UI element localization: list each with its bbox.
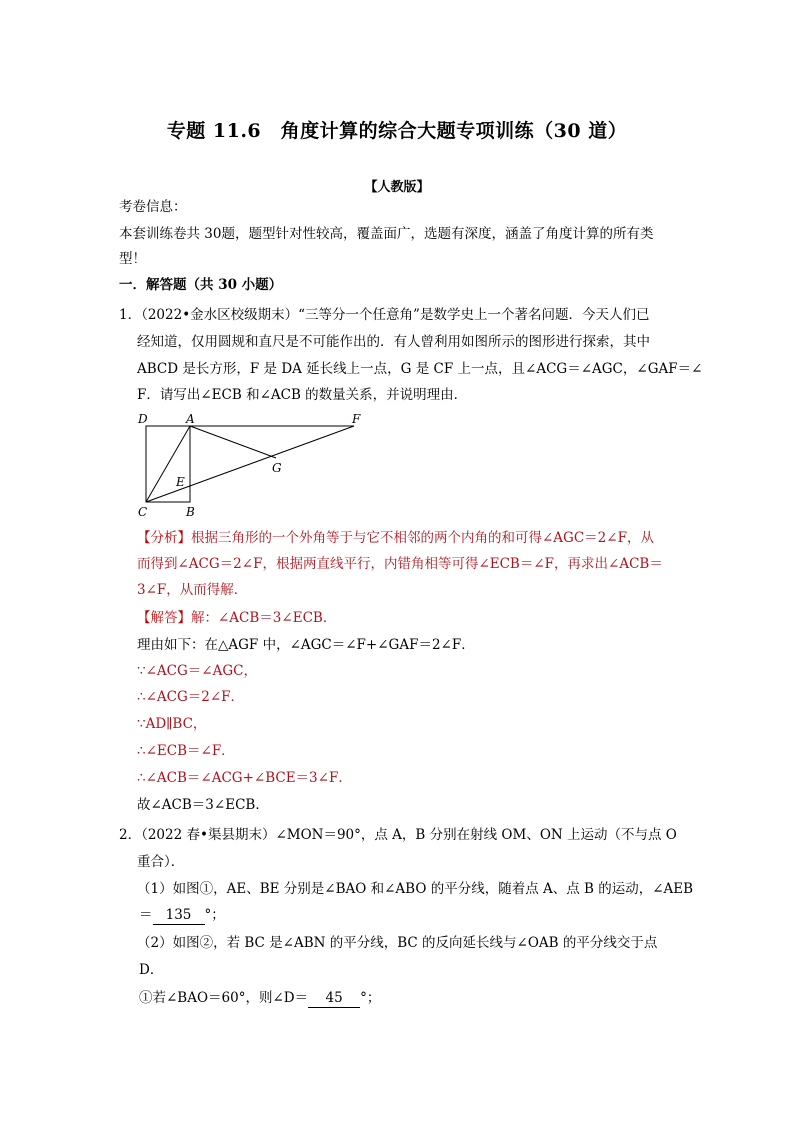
section-heading: 一．解答题（共 30 小题） [119, 277, 283, 293]
analysis-tag: 【分析】 [137, 530, 191, 546]
q1-answer-line-2: 理由如下：在△AGF 中，∠AGC＝∠F+∠GAF＝2∠F． [137, 637, 475, 653]
label-e: E [176, 475, 185, 489]
q1-answer-line-3: ∵∠ACG＝∠AGC， [137, 663, 257, 679]
q1-line-4: F．请写出∠ECB 和∠ACB 的数量关系，并说明理由． [137, 387, 468, 403]
q2-part1-prefix: ＝ [139, 907, 153, 923]
label-c: C [138, 505, 148, 519]
edition-label: 【人教版】 [364, 180, 430, 195]
exam-info-label: 考卷信息： [119, 199, 187, 215]
q1-analysis-line-3: 3∠F，从而得解． [137, 582, 248, 598]
label-f: F [352, 412, 361, 426]
intro-line-2: 型！ [119, 251, 146, 267]
q2-part2-line-1: （2）如图②，若 BC 是∠ABN 的平分线，BC 的反向延长线与∠OAB 的平分线交于点 [137, 935, 658, 951]
q2-part1-line-2 [139, 906, 225, 925]
segment-ag [190, 426, 276, 458]
q2-part3-prefix: ①若∠BAO＝60°，则∠D＝ [139, 990, 309, 1006]
q1-answer-line-5: ∵AD∥BC， [137, 716, 207, 732]
diagonal-ca [146, 426, 190, 502]
label-g: G [272, 461, 282, 475]
q2-part1-answer-blank: 135 [153, 906, 205, 925]
q1-answer-line-6: ∴∠ECB＝∠F． [137, 743, 235, 759]
answer-text-1: 解：∠ACB＝3∠ECB． [191, 610, 337, 626]
q1-analysis-line-1 [137, 529, 654, 547]
label-d: D [138, 412, 148, 426]
q2-line-1: 2．（2022 春•渠县期末）∠MON＝90°，点 A，B 分别在射线 OM、ON 上运动（不与点 O [119, 827, 677, 843]
analysis-text-1: 根据三角形的一个外角等于与它不相邻的两个内角的和可得∠AGC＝2∠F，从 [191, 530, 654, 546]
q1-line-3: ABCD 是长方形，F 是 DA 延长线上一点，G 是 CF 上一点，且∠ACG＝∠AGC，∠GAF＝∠ [137, 361, 703, 377]
q1-line-1: 1．（2022•金水区校级期末）“三等分一个任意角”是数学史上一个著名问题．今天人们已 [119, 307, 650, 323]
q2-part2-line-2: D． [139, 962, 164, 978]
q1-analysis-line-2: 而得到∠ACG＝2∠F，根据两直线平行，内错角相等可得∠ECB＝∠F，再求出∠ACB＝ [137, 556, 663, 572]
q2-part3-answer-blank: 45 [308, 989, 360, 1008]
label-b: B [186, 505, 195, 519]
q1-answer-line-8: 故∠ACB＝3∠ECB． [137, 797, 269, 813]
q1-answer-line-1 [137, 609, 336, 627]
q1-line-2: 经知道，仅用圆规和直尺是不可能作出的．有人曾利用如图所示的图形进行探索，其中 [137, 334, 650, 350]
document-title: 专题 11.6 角度计算的综合大题专项训练（30 道） [166, 120, 628, 142]
q2-part1-line-1: （1）如图①，AE、BE 分别是∠BAO 和∠ABO 的平分线，随着点 A、点 B 的运动，∠AEB [137, 881, 694, 897]
q2-line-2: 重合）． [137, 854, 185, 870]
q2-part3-suffix: °； [360, 990, 381, 1006]
intro-line-1: 本套训练卷共 30题，题型针对性较高，覆盖面广，选题有深度，涵盖了角度计算的所有类 [119, 226, 654, 242]
q2-part3-line [139, 989, 380, 1008]
answer-tag: 【解答】 [137, 610, 191, 626]
segment-cf [146, 426, 354, 502]
q2-part1-suffix: °； [204, 907, 225, 923]
q1-answer-line-4: ∴∠ACG＝2∠F． [137, 689, 245, 705]
q1-answer-line-7: ∴∠ACB＝∠ACG+∠BCE＝3∠F． [137, 770, 352, 786]
q1-geometry-figure [132, 408, 372, 520]
label-a: A [186, 412, 195, 426]
